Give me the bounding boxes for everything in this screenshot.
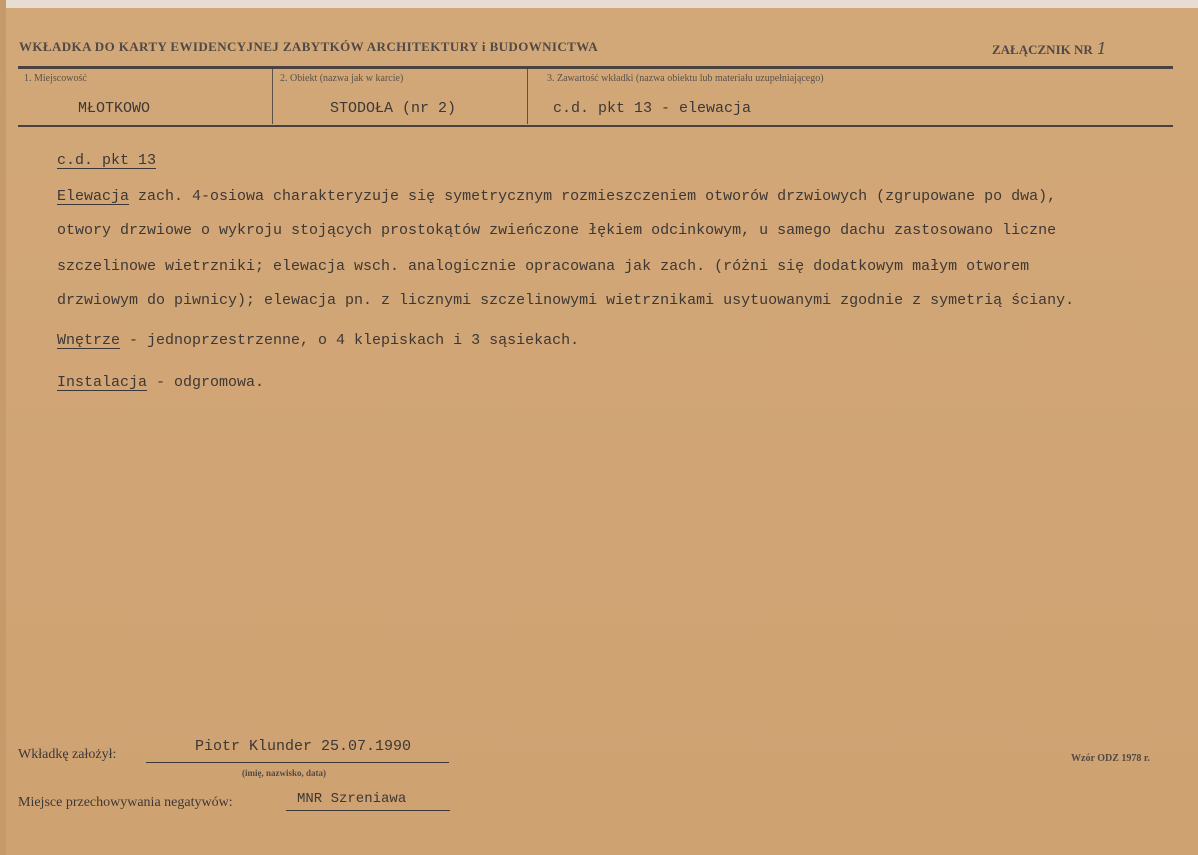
author-hint: (imię, nazwisko, data): [242, 768, 326, 778]
annex-value: 1: [1096, 39, 1107, 58]
description-line-2: otwory drzwiowe o wykroju stojących prostokątów zwieńczone łękiem odcinkowym, u samego dachu zastosowano liczne: [57, 222, 1057, 239]
field-divider-2: [527, 69, 528, 124]
installation-line: [57, 374, 264, 391]
content-label: 3. Zawartość wkładki (nazwa obiektu lub materiału uzupełniającego): [547, 73, 824, 84]
elevation-term: Elewacja: [57, 188, 130, 205]
field-divider-1: [272, 69, 273, 124]
author-underline: [146, 762, 449, 763]
installation-term: Instalacja: [57, 374, 148, 391]
description-line-1-text: zach. 4-osiowa charakteryzuje się symetrycznym rozmieszczeniem otworów drzwiowych (zgrupowane po dwa),: [129, 188, 1057, 205]
interior-text: - jednoprzestrzenne, o 4 klepiskach i 3 sąsiekach.: [120, 332, 580, 349]
description-line-1: [57, 188, 1056, 205]
object-value: STODOŁA (nr 2): [330, 100, 457, 117]
author-value: Piotr Klunder 25.07.1990: [195, 738, 412, 755]
header-rule-bottom: [18, 125, 1173, 127]
annex-number: [992, 39, 1107, 58]
scan-left-edge: [0, 0, 6, 855]
scan-top-edge: [0, 0, 1198, 8]
description-line-4: drzwiowym do piwnicy); elewacja pn. z licznymi szczelinowymi wietrznikami usytuowanymi zgodnie z symetrią ściany.: [57, 292, 1075, 309]
storage-underline: [286, 810, 450, 811]
content-value: c.d. pkt 13 - elewacja: [553, 100, 752, 117]
storage-value: MNR Szreniawa: [297, 791, 407, 807]
header-rule-top: [18, 66, 1173, 69]
installation-text: - odgromowa.: [147, 374, 265, 391]
form-title: WKŁADKA DO KARTY EWIDENCYJNEJ ZABYTKÓW ARCHITEKTURY i BUDOWNICTWA: [19, 39, 598, 54]
author-label: Wkładkę założył:: [18, 747, 117, 762]
locality-value: MŁOTKOWO: [78, 100, 151, 117]
storage-label: Miejsce przechowywania negatywów:: [18, 795, 233, 810]
interior-line: [57, 332, 579, 349]
form-model: Wzór ODZ 1978 r.: [1071, 753, 1150, 764]
annex-label: ZAŁĄCZNIK NR: [992, 42, 1093, 57]
locality-label: 1. Miejscowość: [24, 73, 87, 84]
interior-term: Wnętrze: [57, 332, 121, 349]
object-label: 2. Obiekt (nazwa jak w karcie): [280, 73, 404, 84]
section-heading: c.d. pkt 13: [57, 152, 157, 169]
description-line-3: szczelinowe wietrzniki; elewacja wsch. analogicznie opracowana jak zach. (różni się dodatkowym małym otworem: [57, 258, 1030, 275]
